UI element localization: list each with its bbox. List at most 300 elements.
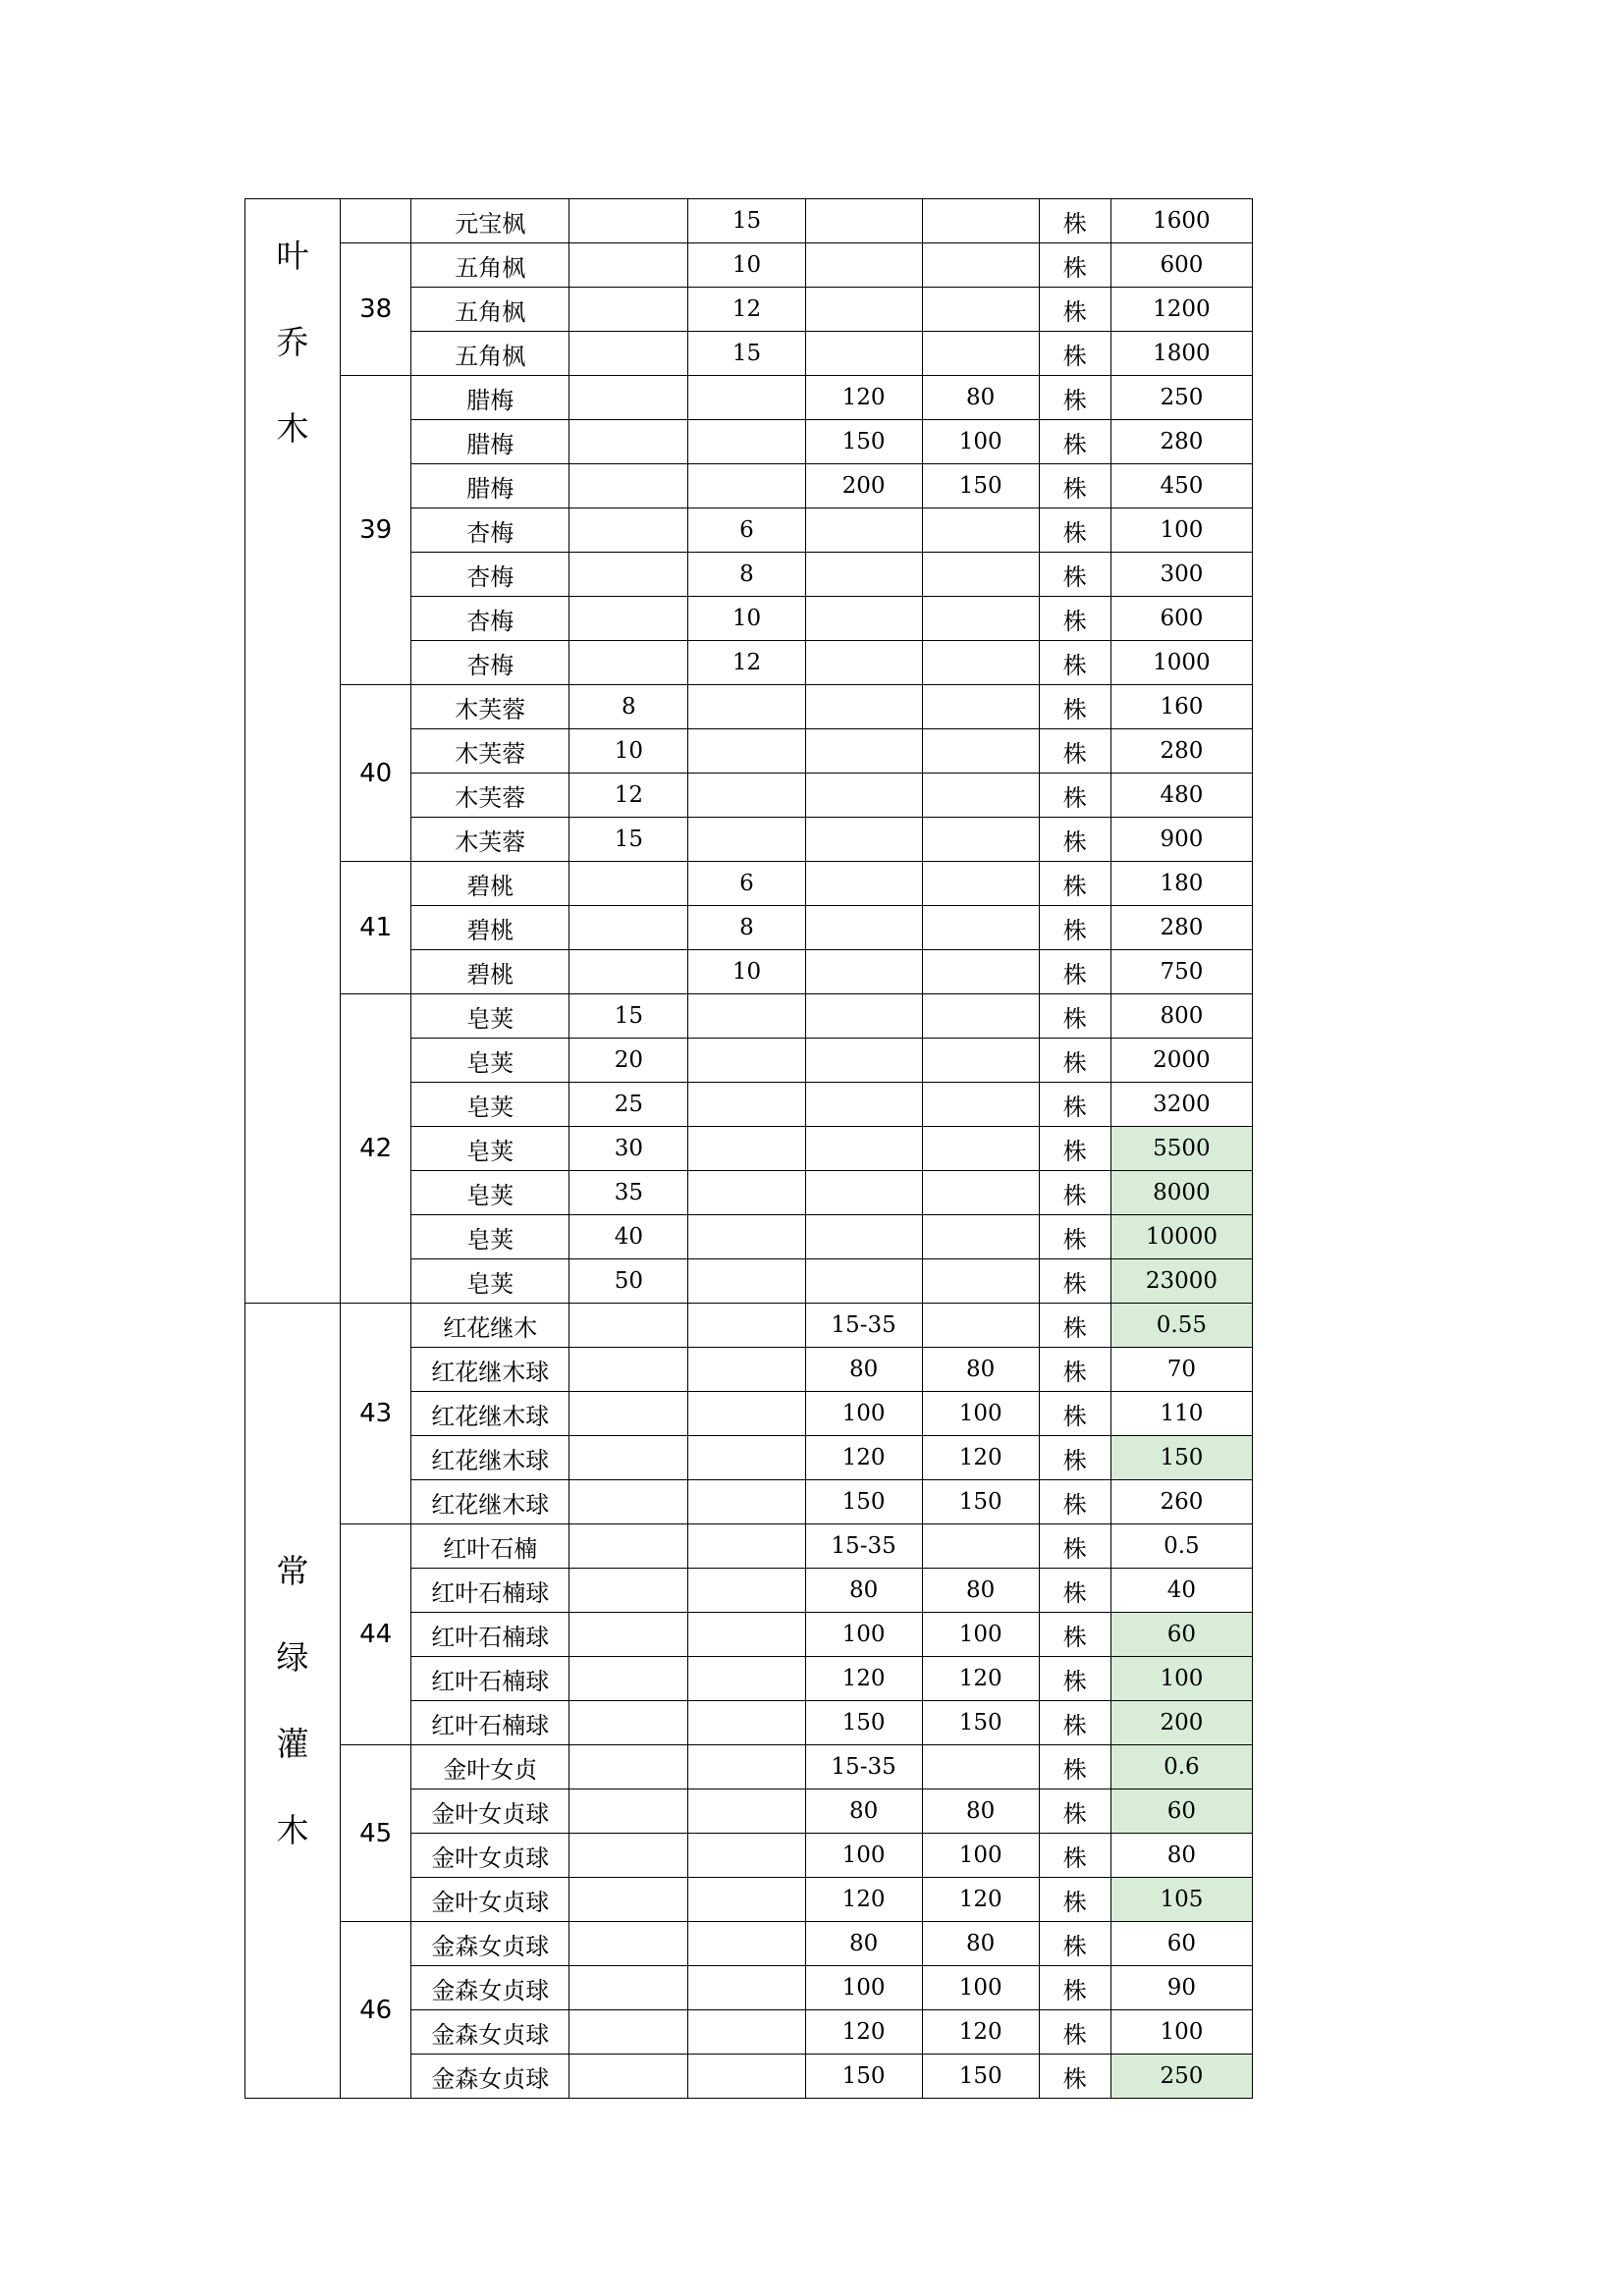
unit-cell: 株 <box>1039 906 1110 950</box>
item-number-cell: 42 <box>341 994 411 1304</box>
plant-name-cell: 红花继木球 <box>411 1436 569 1480</box>
spec-cell-4 <box>922 774 1039 818</box>
spec-cell-4 <box>922 818 1039 862</box>
plant-name-cell: 金森女贞球 <box>411 1966 569 2010</box>
price-cell: 280 <box>1110 729 1252 774</box>
plant-name-cell: 五角枫 <box>411 243 569 288</box>
spec-cell-4: 100 <box>922 1834 1039 1878</box>
spec-cell-3 <box>805 1215 922 1259</box>
price-table <box>244 198 1253 2099</box>
unit-cell: 株 <box>1039 1569 1110 1613</box>
spec-cell-3: 80 <box>805 1348 922 1392</box>
unit-cell: 株 <box>1039 729 1110 774</box>
price-cell: 1200 <box>1110 288 1252 332</box>
plant-name-cell: 皂荚 <box>411 1259 569 1304</box>
plant-name-cell: 皂荚 <box>411 994 569 1039</box>
spec-cell-3 <box>805 1127 922 1171</box>
spec-cell-3 <box>805 950 922 994</box>
spec-cell-1 <box>569 1657 688 1701</box>
spec-cell-3: 150 <box>805 1701 922 1745</box>
spec-cell-2 <box>688 1259 805 1304</box>
spec-cell-1 <box>569 199 688 243</box>
spec-cell-2 <box>688 376 805 420</box>
item-number-cell <box>341 199 411 243</box>
unit-cell: 株 <box>1039 1215 1110 1259</box>
spec-cell-3 <box>805 994 922 1039</box>
price-cell: 600 <box>1110 597 1252 641</box>
spec-cell-4: 120 <box>922 2010 1039 2055</box>
table-row <box>245 376 1253 420</box>
spec-cell-4 <box>922 1524 1039 1569</box>
price-cell: 60 <box>1110 1613 1252 1657</box>
unit-cell: 株 <box>1039 1613 1110 1657</box>
spec-cell-1 <box>569 1392 688 1436</box>
price-cell: 160 <box>1110 685 1252 729</box>
spec-cell-3: 100 <box>805 1392 922 1436</box>
price-cell: 900 <box>1110 818 1252 862</box>
spec-cell-1: 15 <box>569 994 688 1039</box>
unit-cell: 株 <box>1039 1039 1110 1083</box>
spec-cell-4: 100 <box>922 420 1039 464</box>
spec-cell-4: 80 <box>922 376 1039 420</box>
unit-cell: 株 <box>1039 553 1110 597</box>
plant-name-cell: 红叶石楠球 <box>411 1701 569 1745</box>
price-cell: 180 <box>1110 862 1252 906</box>
spec-cell-1: 50 <box>569 1259 688 1304</box>
table-row <box>245 994 1253 1039</box>
spec-cell-1 <box>569 1922 688 1966</box>
plant-name-cell: 红叶石楠球 <box>411 1657 569 1701</box>
spec-cell-2 <box>688 1083 805 1127</box>
spec-cell-3 <box>805 1259 922 1304</box>
plant-name-cell: 皂荚 <box>411 1127 569 1171</box>
price-cell: 2000 <box>1110 1039 1252 1083</box>
unit-cell: 株 <box>1039 1348 1110 1392</box>
spec-cell-4 <box>922 1259 1039 1304</box>
spec-cell-4: 150 <box>922 464 1039 508</box>
unit-cell: 株 <box>1039 2010 1110 2055</box>
spec-cell-1 <box>569 1966 688 2010</box>
plant-name-cell: 红叶石楠球 <box>411 1569 569 1613</box>
spec-cell-3 <box>805 774 922 818</box>
spec-cell-4: 100 <box>922 1392 1039 1436</box>
price-cell: 0.6 <box>1110 1745 1252 1789</box>
price-cell: 70 <box>1110 1348 1252 1392</box>
unit-cell: 株 <box>1039 774 1110 818</box>
price-cell: 280 <box>1110 420 1252 464</box>
spec-cell-4: 120 <box>922 1436 1039 1480</box>
spec-cell-2 <box>688 774 805 818</box>
unit-cell: 株 <box>1039 950 1110 994</box>
spec-cell-3 <box>805 288 922 332</box>
spec-cell-1: 40 <box>569 1215 688 1259</box>
table-row <box>245 1922 1253 1966</box>
spec-cell-4 <box>922 508 1039 553</box>
price-cell: 600 <box>1110 243 1252 288</box>
spec-cell-2: 10 <box>688 597 805 641</box>
plant-name-cell: 碧桃 <box>411 862 569 906</box>
spec-cell-2 <box>688 994 805 1039</box>
spec-cell-2 <box>688 1701 805 1745</box>
spec-cell-1 <box>569 906 688 950</box>
spec-cell-3 <box>805 553 922 597</box>
plant-name-cell: 木芙蓉 <box>411 774 569 818</box>
plant-name-cell: 杏梅 <box>411 508 569 553</box>
spec-cell-4 <box>922 1304 1039 1348</box>
spec-cell-3 <box>805 685 922 729</box>
spec-cell-2 <box>688 1524 805 1569</box>
spec-cell-4 <box>922 994 1039 1039</box>
unit-cell: 株 <box>1039 199 1110 243</box>
plant-name-cell: 木芙蓉 <box>411 685 569 729</box>
spec-cell-2 <box>688 1922 805 1966</box>
plant-name-cell: 杏梅 <box>411 553 569 597</box>
table-body <box>245 199 1253 2099</box>
spec-cell-2 <box>688 464 805 508</box>
spec-cell-3 <box>805 641 922 685</box>
spec-cell-4: 150 <box>922 1701 1039 1745</box>
spec-cell-3 <box>805 1171 922 1215</box>
spec-cell-1 <box>569 862 688 906</box>
table-row <box>245 1524 1253 1569</box>
spec-cell-3 <box>805 597 922 641</box>
plant-name-cell: 五角枫 <box>411 288 569 332</box>
plant-name-cell: 金叶女贞球 <box>411 1878 569 1922</box>
spec-cell-2 <box>688 1878 805 1922</box>
unit-cell: 株 <box>1039 332 1110 376</box>
spec-cell-1 <box>569 332 688 376</box>
spec-cell-1 <box>569 376 688 420</box>
spec-cell-3: 100 <box>805 1834 922 1878</box>
item-number-cell: 41 <box>341 862 411 994</box>
spec-cell-4 <box>922 332 1039 376</box>
spec-cell-3 <box>805 906 922 950</box>
plant-name-cell: 腊梅 <box>411 464 569 508</box>
unit-cell: 株 <box>1039 1304 1110 1348</box>
plant-name-cell: 五角枫 <box>411 332 569 376</box>
spec-cell-4 <box>922 1039 1039 1083</box>
spec-cell-1: 8 <box>569 685 688 729</box>
spec-cell-2 <box>688 1745 805 1789</box>
price-cell: 80 <box>1110 1834 1252 1878</box>
unit-cell: 株 <box>1039 685 1110 729</box>
unit-cell: 株 <box>1039 1745 1110 1789</box>
price-cell: 10000 <box>1110 1215 1252 1259</box>
unit-cell: 株 <box>1039 641 1110 685</box>
unit-cell: 株 <box>1039 420 1110 464</box>
price-cell: 100 <box>1110 508 1252 553</box>
spec-cell-4 <box>922 288 1039 332</box>
plant-name-cell: 金叶女贞 <box>411 1745 569 1789</box>
unit-cell: 株 <box>1039 243 1110 288</box>
spec-cell-4 <box>922 1083 1039 1127</box>
price-cell: 150 <box>1110 1436 1252 1480</box>
spec-cell-2 <box>688 729 805 774</box>
spec-cell-2 <box>688 1834 805 1878</box>
plant-name-cell: 金森女贞球 <box>411 2010 569 2055</box>
spec-cell-3: 150 <box>805 1480 922 1524</box>
item-number-cell: 45 <box>341 1745 411 1922</box>
spec-cell-4 <box>922 199 1039 243</box>
table-row <box>245 685 1253 729</box>
spec-cell-2: 15 <box>688 332 805 376</box>
unit-cell: 株 <box>1039 1524 1110 1569</box>
spec-cell-1: 15 <box>569 818 688 862</box>
price-cell: 8000 <box>1110 1171 1252 1215</box>
spec-cell-1 <box>569 243 688 288</box>
spec-cell-1: 30 <box>569 1127 688 1171</box>
spec-cell-2: 8 <box>688 553 805 597</box>
spec-cell-3: 120 <box>805 1436 922 1480</box>
price-cell: 250 <box>1110 376 1252 420</box>
price-cell: 1800 <box>1110 332 1252 376</box>
spec-cell-2 <box>688 1480 805 1524</box>
spec-cell-2 <box>688 1966 805 2010</box>
spec-cell-1: 25 <box>569 1083 688 1127</box>
price-cell: 450 <box>1110 464 1252 508</box>
spec-cell-1 <box>569 2055 688 2099</box>
item-number-cell: 44 <box>341 1524 411 1745</box>
spec-cell-4: 100 <box>922 1613 1039 1657</box>
spec-cell-3: 150 <box>805 2055 922 2099</box>
spec-cell-4: 120 <box>922 1657 1039 1701</box>
spec-cell-2 <box>688 1127 805 1171</box>
spec-cell-2 <box>688 1436 805 1480</box>
spec-cell-4 <box>922 243 1039 288</box>
unit-cell: 株 <box>1039 1878 1110 1922</box>
price-cell: 750 <box>1110 950 1252 994</box>
price-cell: 90 <box>1110 1966 1252 2010</box>
spec-cell-4 <box>922 553 1039 597</box>
price-cell: 3200 <box>1110 1083 1252 1127</box>
spec-cell-4 <box>922 597 1039 641</box>
spec-cell-1 <box>569 1878 688 1922</box>
spec-cell-3: 80 <box>805 1922 922 1966</box>
spec-cell-4 <box>922 641 1039 685</box>
spec-cell-2 <box>688 1215 805 1259</box>
spec-cell-2 <box>688 1392 805 1436</box>
spec-cell-3: 120 <box>805 2010 922 2055</box>
unit-cell: 株 <box>1039 597 1110 641</box>
spec-cell-1 <box>569 1480 688 1524</box>
spec-cell-4: 80 <box>922 1789 1039 1834</box>
unit-cell: 株 <box>1039 1480 1110 1524</box>
spec-cell-4: 150 <box>922 1480 1039 1524</box>
plant-name-cell: 木芙蓉 <box>411 729 569 774</box>
spec-cell-3 <box>805 199 922 243</box>
spec-cell-2 <box>688 1039 805 1083</box>
spec-cell-3: 80 <box>805 1569 922 1613</box>
spec-cell-1 <box>569 1304 688 1348</box>
unit-cell: 株 <box>1039 1922 1110 1966</box>
spec-cell-1 <box>569 1701 688 1745</box>
unit-cell: 株 <box>1039 1127 1110 1171</box>
price-cell: 300 <box>1110 553 1252 597</box>
category-label: 常绿灌木 <box>276 1551 309 1849</box>
spec-cell-4 <box>922 1127 1039 1171</box>
spec-cell-1: 12 <box>569 774 688 818</box>
spec-cell-4: 80 <box>922 1348 1039 1392</box>
item-number-cell: 39 <box>341 376 411 685</box>
table-row <box>245 1304 1253 1348</box>
spec-cell-4: 150 <box>922 2055 1039 2099</box>
spec-cell-1 <box>569 1613 688 1657</box>
unit-cell: 株 <box>1039 862 1110 906</box>
spec-cell-2 <box>688 1171 805 1215</box>
spec-cell-1 <box>569 1524 688 1569</box>
plant-name-cell: 杏梅 <box>411 641 569 685</box>
spec-cell-2 <box>688 2010 805 2055</box>
spec-cell-3: 200 <box>805 464 922 508</box>
price-cell: 60 <box>1110 1789 1252 1834</box>
spec-cell-1 <box>569 1789 688 1834</box>
unit-cell: 株 <box>1039 1436 1110 1480</box>
plant-name-cell: 腊梅 <box>411 420 569 464</box>
plant-name-cell: 红叶石楠球 <box>411 1613 569 1657</box>
spec-cell-3: 150 <box>805 420 922 464</box>
plant-name-cell: 皂荚 <box>411 1215 569 1259</box>
spec-cell-3 <box>805 508 922 553</box>
price-cell: 110 <box>1110 1392 1252 1436</box>
spec-cell-3: 15-35 <box>805 1524 922 1569</box>
spec-cell-2 <box>688 685 805 729</box>
price-cell: 280 <box>1110 906 1252 950</box>
spec-cell-4 <box>922 685 1039 729</box>
spec-cell-2: 15 <box>688 199 805 243</box>
unit-cell: 株 <box>1039 1789 1110 1834</box>
spec-cell-4: 100 <box>922 1966 1039 2010</box>
spec-cell-3 <box>805 1083 922 1127</box>
spec-cell-3 <box>805 332 922 376</box>
unit-cell: 株 <box>1039 508 1110 553</box>
spec-cell-4 <box>922 1745 1039 1789</box>
spec-cell-1 <box>569 1834 688 1878</box>
spec-cell-1: 20 <box>569 1039 688 1083</box>
spec-cell-4: 80 <box>922 1569 1039 1613</box>
table-row <box>245 1745 1253 1789</box>
spec-cell-3 <box>805 243 922 288</box>
spec-cell-2: 12 <box>688 288 805 332</box>
unit-cell: 株 <box>1039 376 1110 420</box>
plant-name-cell: 腊梅 <box>411 376 569 420</box>
price-cell: 0.5 <box>1110 1524 1252 1569</box>
price-cell: 800 <box>1110 994 1252 1039</box>
spec-cell-2: 6 <box>688 508 805 553</box>
plant-name-cell: 红花继木球 <box>411 1392 569 1436</box>
plant-name-cell: 金叶女贞球 <box>411 1789 569 1834</box>
table-row <box>245 199 1253 243</box>
plant-name-cell: 皂荚 <box>411 1083 569 1127</box>
spec-cell-4: 120 <box>922 1878 1039 1922</box>
item-number-cell: 46 <box>341 1922 411 2099</box>
plant-name-cell: 皂荚 <box>411 1171 569 1215</box>
plant-name-cell: 皂荚 <box>411 1039 569 1083</box>
spec-cell-4 <box>922 862 1039 906</box>
spec-cell-3: 120 <box>805 376 922 420</box>
plant-name-cell: 金叶女贞球 <box>411 1834 569 1878</box>
spec-cell-2 <box>688 2055 805 2099</box>
spec-cell-3: 100 <box>805 1613 922 1657</box>
spec-cell-1 <box>569 950 688 994</box>
table-row <box>245 862 1253 906</box>
unit-cell: 株 <box>1039 1966 1110 2010</box>
price-cell: 100 <box>1110 1657 1252 1701</box>
spec-cell-1 <box>569 641 688 685</box>
spec-cell-3: 15-35 <box>805 1304 922 1348</box>
spec-cell-1 <box>569 464 688 508</box>
price-cell: 0.55 <box>1110 1304 1252 1348</box>
plant-name-cell: 红花继木 <box>411 1304 569 1348</box>
spec-cell-2 <box>688 420 805 464</box>
spec-cell-2: 12 <box>688 641 805 685</box>
price-cell: 260 <box>1110 1480 1252 1524</box>
spec-cell-3: 100 <box>805 1966 922 2010</box>
plant-name-cell: 红叶石楠 <box>411 1524 569 1569</box>
plant-name-cell: 元宝枫 <box>411 199 569 243</box>
spec-cell-3: 120 <box>805 1878 922 1922</box>
unit-cell: 株 <box>1039 1259 1110 1304</box>
unit-cell: 株 <box>1039 994 1110 1039</box>
spec-cell-2: 10 <box>688 243 805 288</box>
spec-cell-1 <box>569 2010 688 2055</box>
item-number-cell: 38 <box>341 243 411 376</box>
unit-cell: 株 <box>1039 1701 1110 1745</box>
unit-cell: 株 <box>1039 2055 1110 2099</box>
category-label: 叶乔木 <box>276 237 309 448</box>
spec-cell-2 <box>688 1789 805 1834</box>
table-row <box>245 243 1253 288</box>
price-cell: 480 <box>1110 774 1252 818</box>
unit-cell: 株 <box>1039 288 1110 332</box>
spec-cell-3 <box>805 818 922 862</box>
spec-cell-2 <box>688 1569 805 1613</box>
spec-cell-1 <box>569 1436 688 1480</box>
price-cell: 250 <box>1110 2055 1252 2099</box>
spec-cell-4 <box>922 729 1039 774</box>
item-number-cell: 43 <box>341 1304 411 1524</box>
spec-cell-1 <box>569 1348 688 1392</box>
spec-cell-3 <box>805 1039 922 1083</box>
spec-cell-1 <box>569 1745 688 1789</box>
spec-cell-1 <box>569 597 688 641</box>
price-cell: 105 <box>1110 1878 1252 1922</box>
spec-cell-2: 6 <box>688 862 805 906</box>
spec-cell-3: 15-35 <box>805 1745 922 1789</box>
price-cell: 1600 <box>1110 199 1252 243</box>
spec-cell-3: 120 <box>805 1657 922 1701</box>
unit-cell: 株 <box>1039 1657 1110 1701</box>
price-cell: 5500 <box>1110 1127 1252 1171</box>
unit-cell: 株 <box>1039 1083 1110 1127</box>
spec-cell-3 <box>805 862 922 906</box>
price-cell: 40 <box>1110 1569 1252 1613</box>
price-cell: 100 <box>1110 2010 1252 2055</box>
spec-cell-2 <box>688 1657 805 1701</box>
unit-cell: 株 <box>1039 464 1110 508</box>
spec-cell-4: 80 <box>922 1922 1039 1966</box>
unit-cell: 株 <box>1039 1392 1110 1436</box>
item-number-cell: 40 <box>341 685 411 862</box>
spec-cell-2 <box>688 1304 805 1348</box>
price-cell: 60 <box>1110 1922 1252 1966</box>
spec-cell-4 <box>922 950 1039 994</box>
plant-name-cell: 碧桃 <box>411 906 569 950</box>
spec-cell-1 <box>569 420 688 464</box>
category-cell <box>245 199 341 1304</box>
price-cell: 200 <box>1110 1701 1252 1745</box>
spec-cell-1: 35 <box>569 1171 688 1215</box>
spec-cell-2: 8 <box>688 906 805 950</box>
